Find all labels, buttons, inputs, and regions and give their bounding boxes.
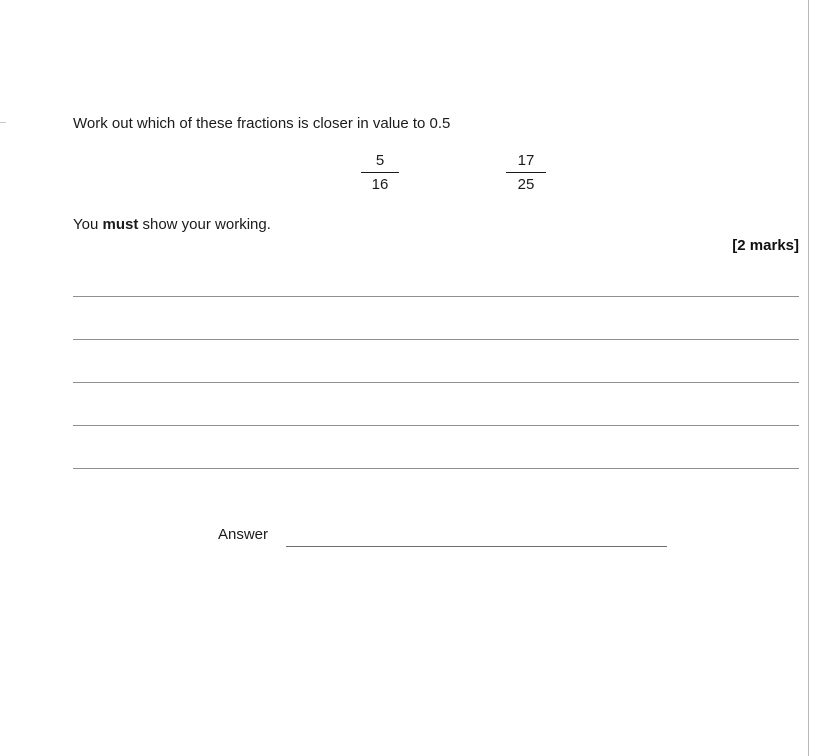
page-edge-rule: [808, 0, 809, 756]
fraction-second: [506, 152, 546, 194]
fraction-first-numerator: 5: [375, 152, 385, 169]
fractions-row: [340, 152, 600, 202]
working-instruction-emphasis: must: [102, 216, 139, 233]
working-instruction-suffix: show your working.: [138, 216, 271, 233]
answer-line[interactable]: [73, 382, 799, 383]
question-text: Work out which of these fractions is closer in value to 0.5: [73, 115, 451, 132]
answer-blank-field[interactable]: [286, 546, 667, 547]
fraction-second-denominator: 25: [517, 176, 535, 193]
scan-artifact-tick: [0, 122, 6, 123]
fraction-first: [361, 152, 399, 194]
answer-label: Answer: [218, 526, 269, 543]
answer-line[interactable]: [73, 468, 799, 469]
fraction-first-bar: [361, 172, 399, 173]
answer-line[interactable]: [73, 339, 799, 340]
fraction-second-bar: [506, 172, 546, 173]
answer-row: [218, 525, 678, 551]
fraction-second-numerator: 17: [517, 152, 535, 169]
marks-allocation: [2 marks]: [732, 237, 799, 254]
working-instruction-prefix: You: [73, 216, 103, 233]
answer-line[interactable]: [73, 296, 799, 297]
fraction-first-denominator: 16: [371, 176, 389, 193]
answer-line[interactable]: [73, 425, 799, 426]
working-instruction: [73, 215, 271, 235]
